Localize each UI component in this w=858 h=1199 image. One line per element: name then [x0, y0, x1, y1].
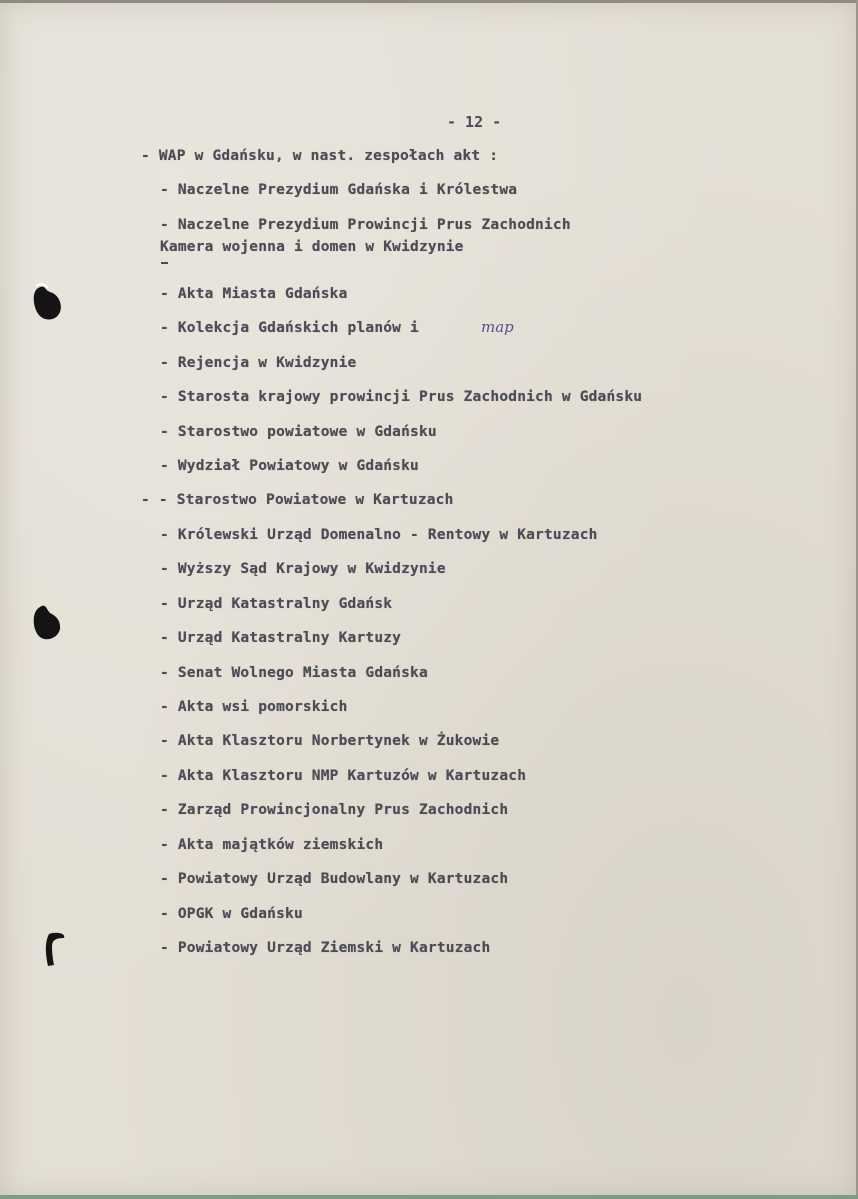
handwritten-note: map [481, 318, 514, 336]
entry-line: - - Starostwo Powiatowe w Kartuzach [141, 492, 454, 508]
page-bottom-edge [0, 1195, 858, 1199]
entry-line: - Senat Wolnego Miasta Gdańska [160, 665, 428, 681]
entry-line: - Naczelne Prezydium Gdańska i Królestwa [160, 182, 518, 198]
intro-line: - WAP w Gdańsku, w nast. zespołach akt : [141, 148, 499, 164]
page-number: - 12 - [447, 113, 502, 131]
entry-line: - Urząd Katastralny Kartuzy [160, 630, 402, 646]
entry-line: - Akta wsi pomorskich [160, 699, 348, 715]
typed-dash-mark [161, 262, 168, 264]
entry-line: - Starosta krajowy prowincji Prus Zachodnich w Gdańsku [160, 389, 643, 405]
entry-line: - Naczelne Prezydium Prowincji Prus Zachodnich [160, 217, 571, 233]
entry-line: - Akta Miasta Gdańska [160, 286, 348, 302]
entry-line: - Rejencja w Kwidzynie [160, 355, 357, 371]
punch-hole-bottom [42, 930, 68, 968]
entry-line: - Powiatowy Urząd Ziemski w Kartuzach [160, 940, 491, 956]
entry-line: - Królewski Urząd Domenalno - Rentowy w Kartuzach [160, 527, 598, 543]
entry-line: Kamera wojenna i domen w Kwidzynie [160, 239, 464, 255]
entry-line: - Akta Klasztoru NMP Kartuzów w Kartuzach [160, 768, 527, 784]
punch-hole-top [30, 282, 64, 324]
punch-hole-middle [30, 603, 64, 643]
page-top-edge [0, 0, 858, 3]
entry-line: - Wyższy Sąd Krajowy w Kwidzynie [160, 561, 446, 577]
entry-line: - OPGK w Gdańsku [160, 906, 303, 922]
entry-line: - Wydział Powiatowy w Gdańsku [160, 458, 419, 474]
entry-line: - Powiatowy Urząd Budowlany w Kartuzach [160, 871, 509, 887]
entry-line: - Urząd Katastralny Gdańsk [160, 596, 393, 612]
entry-line: - Akta Klasztoru Norbertynek w Żukowie [160, 733, 500, 749]
entry-line: - Zarząd Prowincjonalny Prus Zachodnich [160, 802, 509, 818]
entry-line: - Kolekcja Gdańskich planów i [160, 320, 419, 336]
entry-line: - Starostwo powiatowe w Gdańsku [160, 424, 437, 440]
entry-line: - Akta majątków ziemskich [160, 837, 384, 853]
